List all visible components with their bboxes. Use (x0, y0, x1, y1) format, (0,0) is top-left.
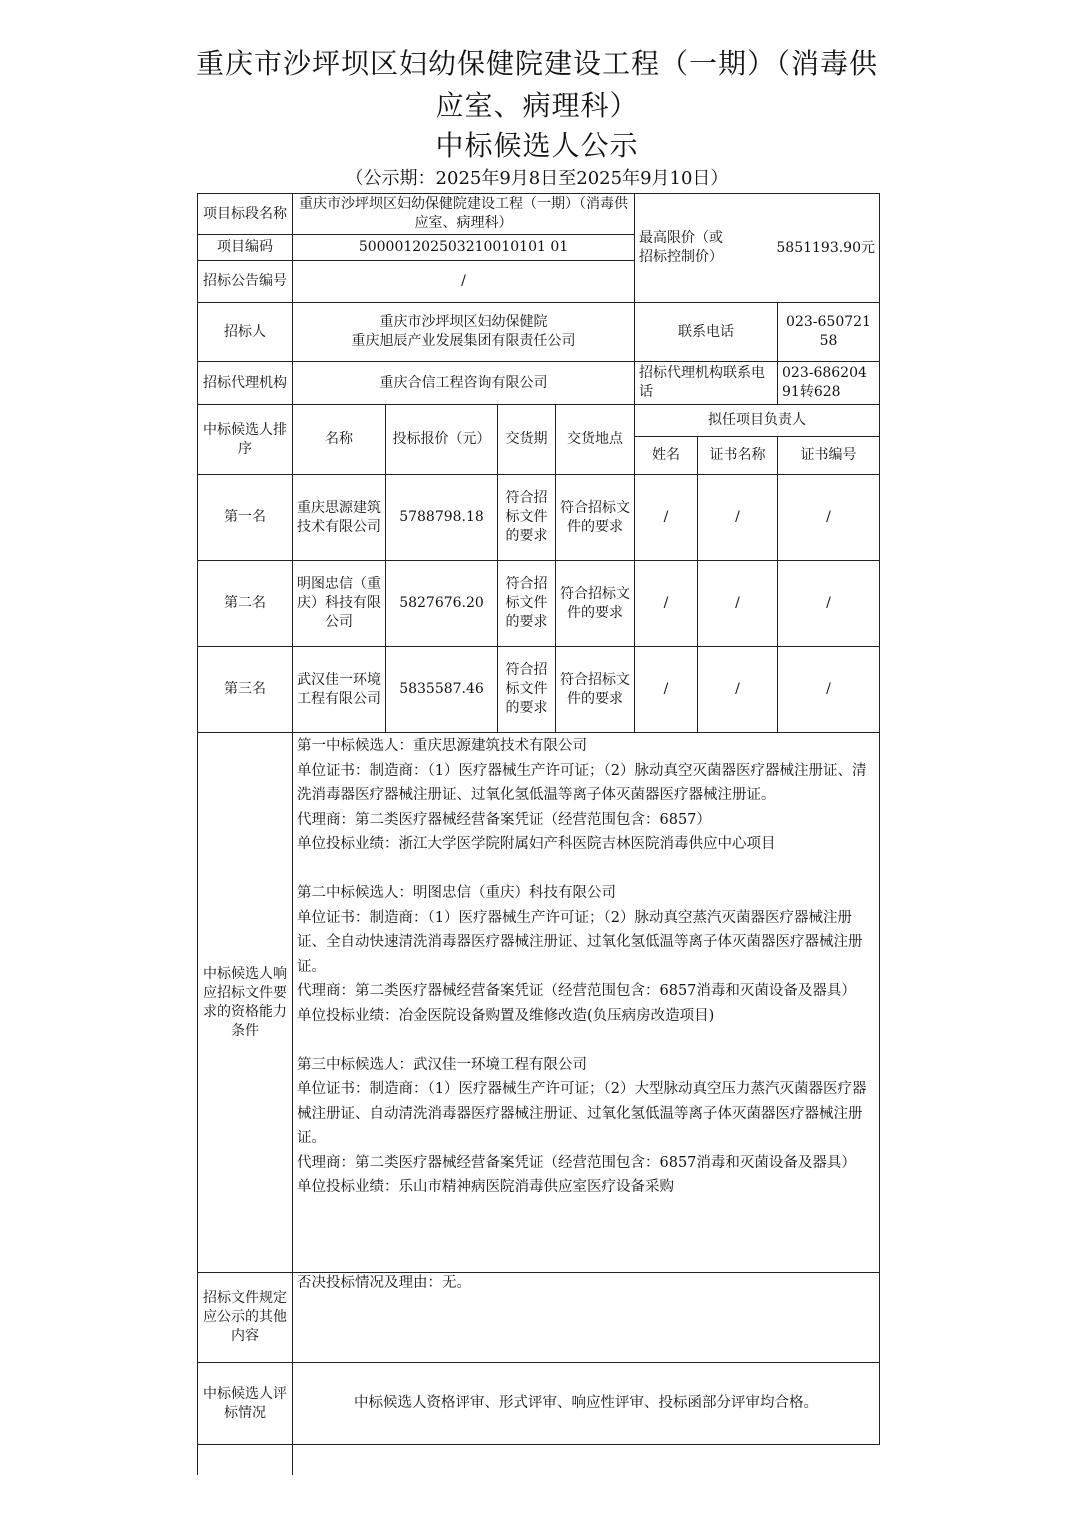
candidate-person: / (635, 475, 698, 561)
candidate-cert-no: / (778, 475, 880, 561)
candidate1-agent: 代理商：第二类医疗器械经营备案凭证（经营范围包含：6857） (297, 811, 711, 828)
header-manager: 拟任项目负责人 (635, 405, 880, 437)
evaluation-label: 中标候选人评标情况 (198, 1363, 293, 1445)
table-row (198, 475, 880, 561)
notice-number-value: / (293, 261, 635, 303)
agency-label: 招标代理机构 (198, 362, 293, 405)
candidate-place: 符合招标文件的要求 (556, 561, 635, 647)
candidate1-cert: 单位证书：制造商：（1）医疗器械生产许可证；（2）脉动真空灭菌器医疗器械注册证、清洗消毒器医疗器械注册证、过氧化氢低温等离子体灭菌器医疗器械注册证。 (297, 762, 867, 803)
project-code-value: 500001202503210010101 01 (293, 235, 635, 261)
candidate-cert-name: / (698, 561, 778, 647)
candidate-delivery: 符合招标文件的要求 (498, 475, 556, 561)
empty-cell (293, 1445, 880, 1475)
empty-cell (198, 1445, 293, 1475)
agency-phone-label: 招标代理机构联系电话 (635, 362, 778, 405)
candidate-price: 5788798.18 (386, 475, 498, 561)
header-place: 交货地点 (556, 405, 635, 475)
max-price-label: 最高限价（或招标控制价） (639, 230, 723, 265)
document-title-line3: 中标候选人公示 (435, 129, 639, 162)
candidate-cert-name: / (698, 647, 778, 733)
agency-phone-value: 023-68620491转628 (778, 362, 880, 405)
candidate-delivery: 符合招标文件的要求 (498, 561, 556, 647)
candidate2-performance: 单位投标业绩：冶金医院设备购置及维修改造(负压病房改造项目) (297, 1007, 715, 1024)
candidate-person: / (635, 561, 698, 647)
candidate-cert-no: / (778, 647, 880, 733)
candidate-rank: 第二名 (198, 561, 293, 647)
candidate3-performance: 单位投标业绩：乐山市精神病医院消毒供应室医疗设备采购 (297, 1179, 674, 1195)
publicity-period: （公示期：2025年9月8日至2025年9月10日） (345, 168, 729, 189)
tenderer-value (293, 303, 635, 362)
tenderer-label: 招标人 (198, 303, 293, 362)
max-price-cell (635, 194, 880, 303)
candidate3-agent: 代理商：第二类医疗器械经营备案凭证（经营范围包含：6857消毒和灭菌设备及器具） (297, 1154, 856, 1171)
qualification-label: 中标候选人响应招标文件要求的资格能力条件 (198, 733, 293, 1273)
tenderer-phone-label: 联系电话 (635, 303, 778, 362)
candidate1-performance: 单位投标业绩：浙江大学医学院附属妇产科医院吉林医院消毒供应中心项目 (297, 836, 776, 852)
candidate1-title: 第一中标候选人：重庆思源建筑技术有限公司 (297, 738, 587, 754)
other-content-label: 招标文件规定应公示的其他内容 (198, 1273, 293, 1363)
candidate-name: 重庆思源建筑技术有限公司 (293, 475, 386, 561)
header-person: 姓名 (635, 437, 698, 475)
header-price: 投标报价（元） (386, 405, 498, 475)
candidate2-cert: 单位证书：制造商：（1）医疗器械生产许可证；（2）脉动真空蒸汽灭菌器医疗器械注册证、全自动快速清洗消毒器医疗器械注册证、过氧化氢低温等离子体灭菌器医疗器械注册证。 (297, 909, 863, 975)
candidate2-agent: 代理商：第二类医疗器械经营备案凭证（经营范围包含：6857消毒和灭菌设备及器具） (297, 983, 856, 999)
candidate-rank: 第三名 (198, 647, 293, 733)
table-row (198, 561, 880, 647)
tenderer-line1: 重庆市沙坪坝区妇幼保健院 (379, 314, 548, 330)
qualification-content (293, 733, 880, 1273)
header-delivery: 交货期 (498, 405, 556, 475)
other-content-value: 否决投标情况及理由：无。 (293, 1273, 880, 1363)
tenderer-line2: 重庆旭辰产业发展集团有限责任公司 (351, 333, 576, 349)
candidate-notice-table (197, 193, 880, 1475)
header-cert-no: 证书编号 (778, 437, 880, 475)
header-name: 名称 (293, 405, 386, 475)
header-cert-name: 证书名称 (698, 437, 778, 475)
candidate-cert-no: / (778, 561, 880, 647)
candidate3-title: 第三中标候选人：武汉佳一环境工程有限公司 (297, 1056, 587, 1073)
candidate-price: 5835587.46 (386, 647, 498, 733)
project-name-label: 项目标段名称 (198, 194, 293, 235)
candidate2-title: 第二中标候选人：明图忠信（重庆）科技有限公司 (297, 885, 616, 901)
candidate-rank: 第一名 (198, 475, 293, 561)
candidate-name: 武汉佳一环境工程有限公司 (293, 647, 386, 733)
candidate-cert-name: / (698, 475, 778, 561)
candidate3-cert: 单位证书：制造商：（1）医疗器械生产许可证；（2）大型脉动真空压力蒸汽灭菌器医疗器械注册证、自动清洗消毒器医疗器械注册证、过氧化氢低温等离子体灭菌器医疗器械注册证。 (297, 1081, 867, 1146)
document-title-line2: 应室、病理科） (435, 89, 639, 122)
max-price-value: 5851193.90元 (776, 239, 875, 256)
candidate-name: 明图忠信（重庆）科技有限公司 (293, 561, 386, 647)
candidate-place: 符合招标文件的要求 (556, 475, 635, 561)
project-name-value: 重庆市沙坪坝区妇幼保健院建设工程（一期）（消毒供应室、病理科） (293, 194, 635, 235)
tenderer-phone-value: 023-65072158 (778, 303, 880, 362)
document-title-line1: 重庆市沙坪坝区妇幼保健院建设工程（一期）（消毒供 (195, 47, 878, 80)
candidate-price: 5827676.20 (386, 561, 498, 647)
evaluation-value: 中标候选人资格评审、形式评审、响应性评审、投标函部分评审均合格。 (293, 1363, 880, 1445)
notice-number-label: 招标公告编号 (198, 261, 293, 303)
candidate-person: / (635, 647, 698, 733)
project-code-label: 项目编码 (198, 235, 293, 261)
table-row (198, 647, 880, 733)
header-rank: 中标候选人排序 (198, 405, 293, 475)
candidate-delivery: 符合招标文件的要求 (498, 647, 556, 733)
agency-value: 重庆合信工程咨询有限公司 (293, 362, 635, 405)
candidate-place: 符合招标文件的要求 (556, 647, 635, 733)
